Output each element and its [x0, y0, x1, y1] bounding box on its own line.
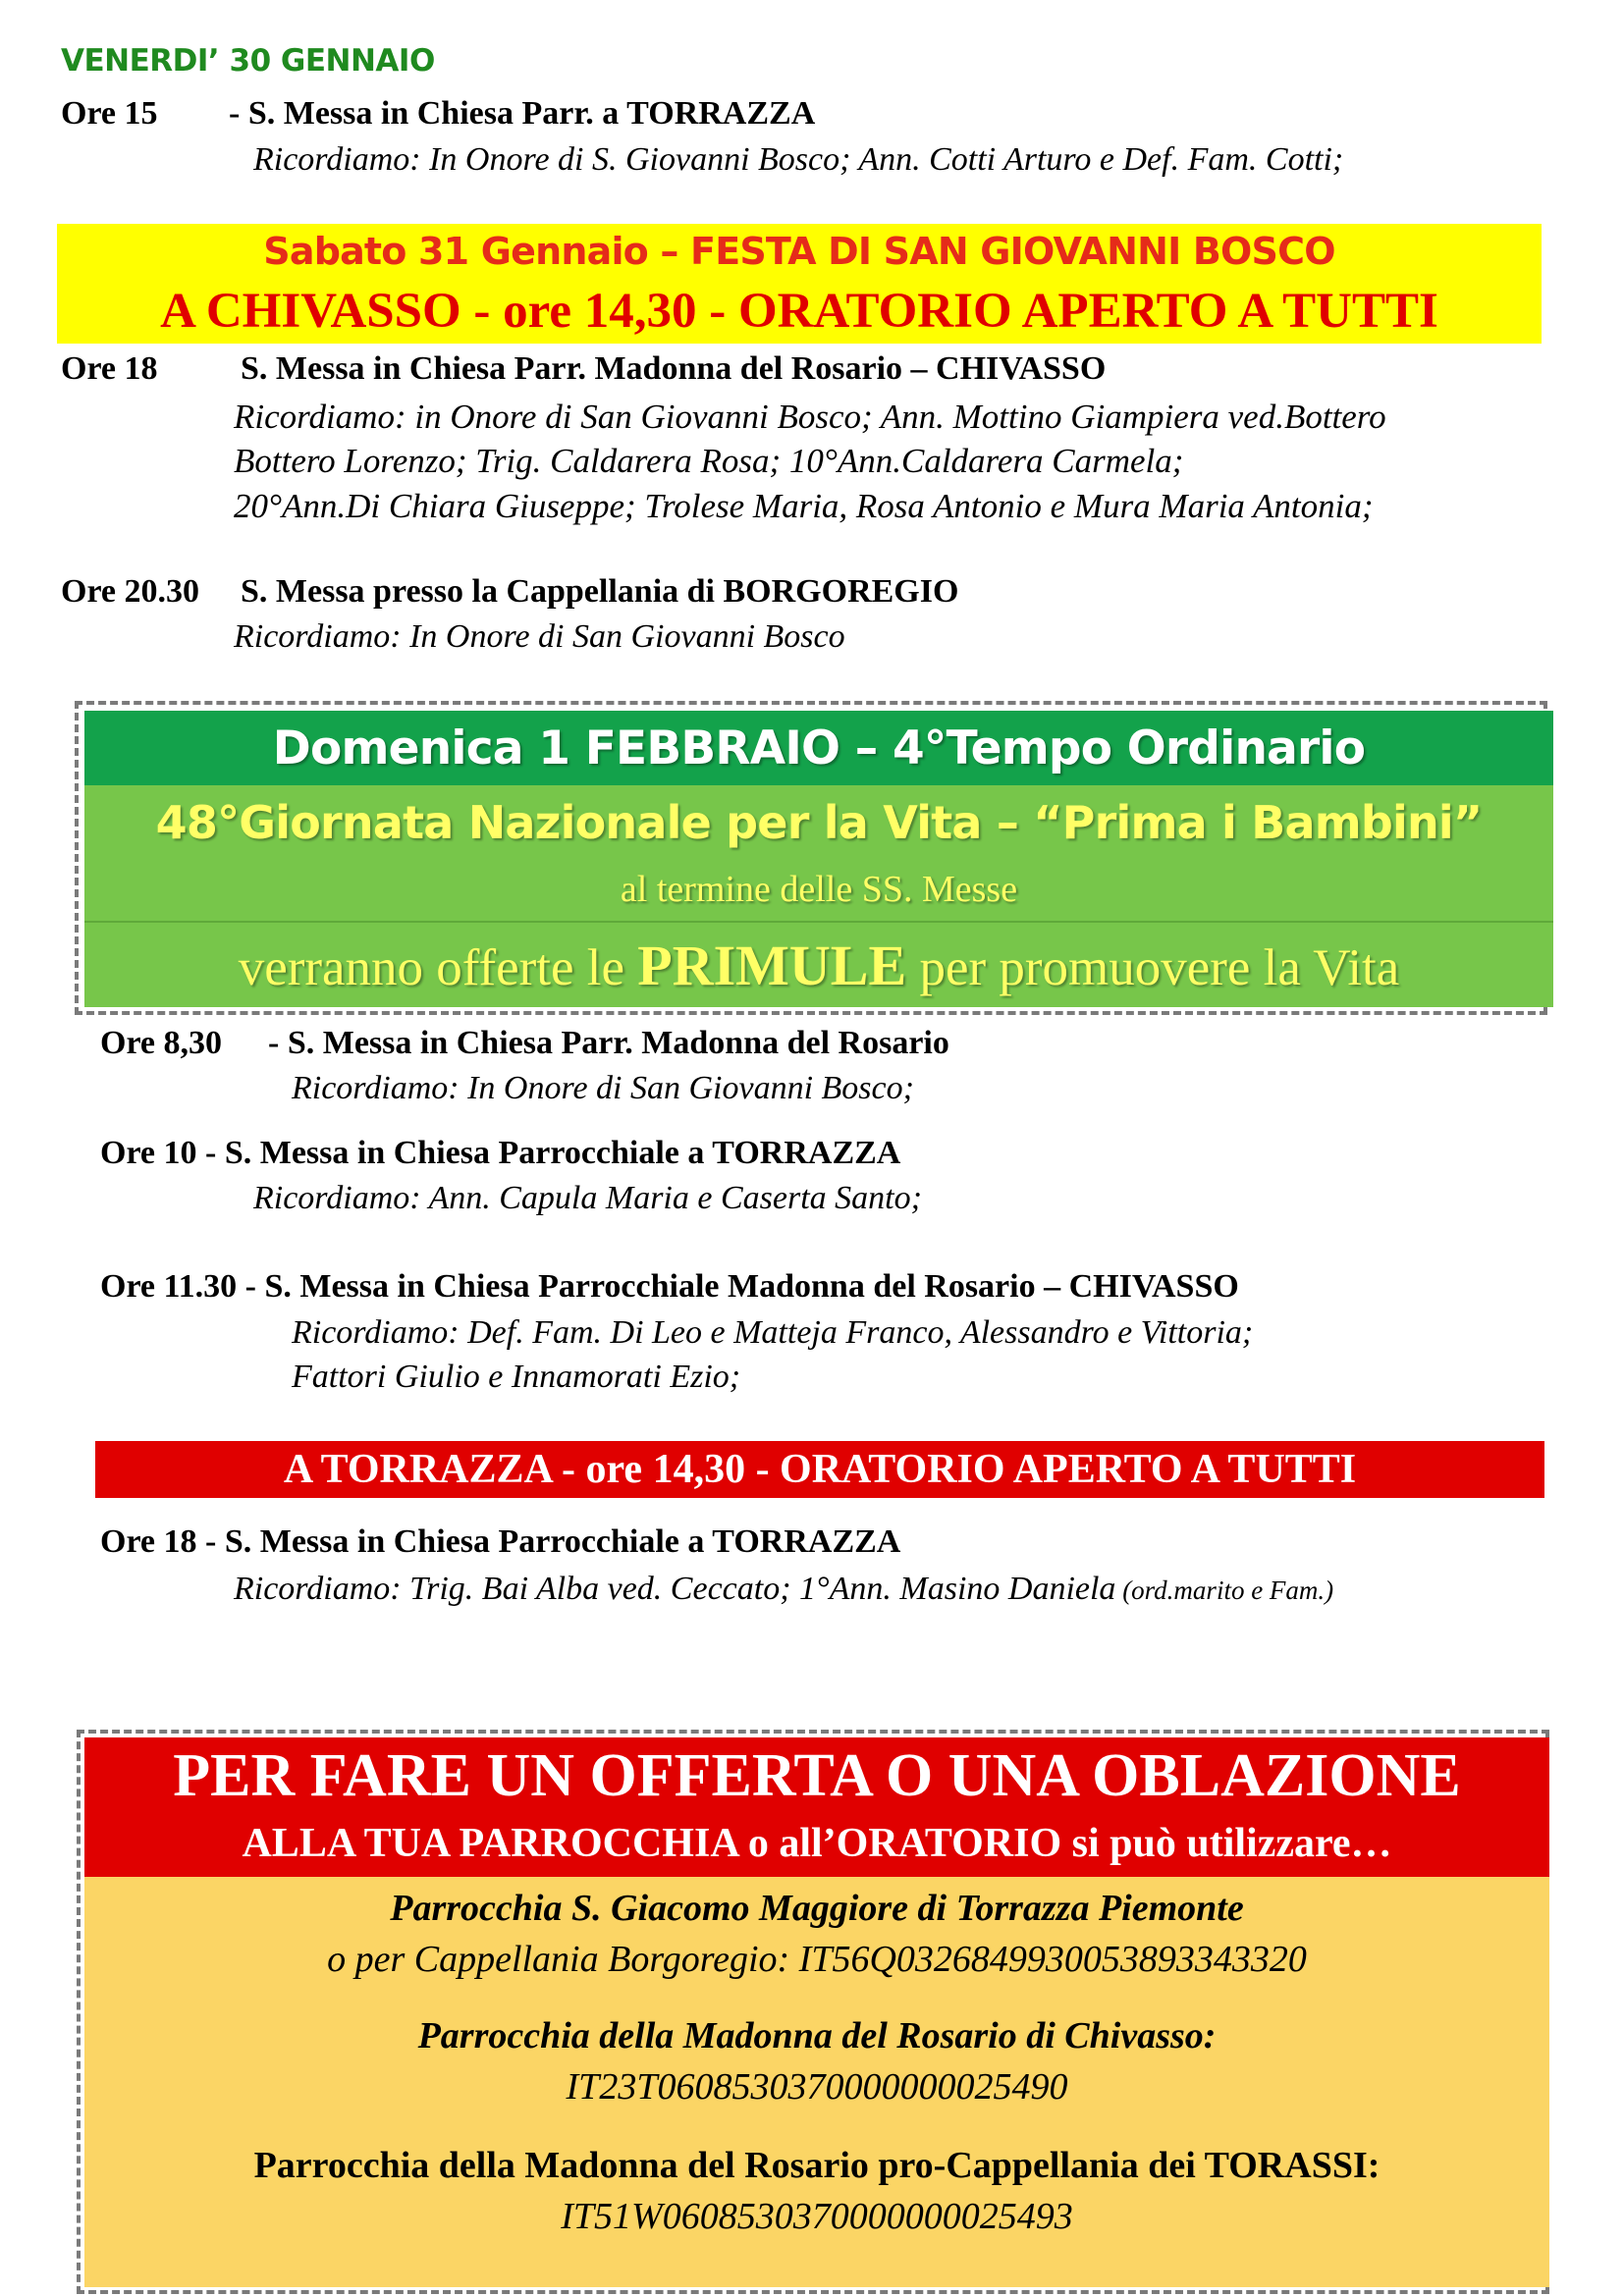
primule-text-a: verranno offerte le [238, 939, 638, 996]
torrazza-oratorio-text: A TORRAZZA - ore 14,30 - ORATORIO APERTO A TUTTI [283, 1447, 1357, 1492]
friday-mass-time: Ore 15 [61, 95, 158, 132]
sunday-mass4-intent-main: Ricordiamo: Trig. Bai Alba ved. Ceccato; 1°Ann. Masino Daniela [234, 1571, 1116, 1607]
offer-p1-name: Parrocchia S. Giacomo Maggiore di Torrazza Piemonte [390, 1888, 1244, 1929]
friday-mass-title: - S. Messa in Chiesa Parr. a TORRAZZA [229, 95, 816, 132]
saturday-mass1-intent-3: 20°Ann.Di Chiara Giuseppe; Trolese Maria, Rosa Antonio e Mura Maria Antonia; [234, 487, 1374, 525]
offer-heading-band [84, 1737, 1549, 1877]
offer-p3-iban: IT51W0608530370000000025493 [561, 2196, 1073, 2237]
saturday-mass1-intent-1: Ricordiamo: in Onore di San Giovanni Bosco; Ann. Mottino Giampiera ved.Bottero [234, 398, 1386, 436]
saturday-banner [57, 224, 1542, 344]
sunday-banner-divider [84, 921, 1553, 923]
sunday-mass1-title: - S. Messa in Chiesa Parr. Madonna del Rosario [268, 1025, 949, 1061]
sunday-banner-note: al termine delle SS. Messe [620, 869, 1018, 910]
sunday-mass3-intent-2: Fattori Giulio e Innamorati Ezio; [292, 1359, 741, 1395]
primule-text-c: per promuovere la Vita [906, 939, 1400, 996]
sunday-mass4-title: Ore 18 - S. Messa in Chiesa Parrocchiale a TORRAZZA [100, 1523, 901, 1560]
saturday-mass1-time: Ore 18 [61, 350, 158, 387]
sunday-mass4-intent [234, 1571, 1333, 1608]
offer-p2-name: Parrocchia della Madonna del Rosario di Chivasso: [417, 2015, 1217, 2056]
saturday-banner-title: Sabato 31 Gennaio – FESTA DI SAN GIOVANNI BOSCO [263, 230, 1335, 273]
offer-subheading: ALLA TUA PARROCCHIA o all’ORATORIO si può utilizzare… [242, 1821, 1392, 1866]
offer-p1-iban: o per Cappellania Borgoregio: IT56Q0326849930053893343320 [327, 1939, 1307, 1980]
sunday-mass2-title: Ore 10 - S. Messa in Chiesa Parrocchiale a TORRAZZA [100, 1135, 901, 1171]
sunday-mass1-time: Ore 8,30 [100, 1025, 223, 1061]
sunday-mass3-intent-1: Ricordiamo: Def. Fam. Di Leo e Matteja Franco, Alessandro e Vittoria; [292, 1314, 1254, 1351]
saturday-mass2-time: Ore 20.30 [61, 573, 200, 610]
offer-details [84, 1877, 1549, 2287]
sunday-mass4-intent-small: (ord.marito e Fam.) [1115, 1575, 1334, 1605]
offer-heading: PER FARE UN OFFERTA O UNA OBLAZIONE [173, 1742, 1461, 1809]
offer-p3-name: Parrocchia della Madonna del Rosario pro-Cappellania dei TORASSI: [253, 2145, 1380, 2186]
offer-p2-iban: IT23T0608530370000000025490 [566, 2066, 1068, 2108]
friday-heading: VENERDI’ 30 GENNAIO [61, 43, 435, 79]
sunday-banner-day: 48°Giornata Nazionale per la Vita – “Prima i Bambini” [155, 796, 1483, 849]
saturday-banner-oratorio: A CHIVASSO - ore 14,30 - ORATORIO APERTO A TUTTI [160, 284, 1438, 339]
sunday-banner-title-band [84, 711, 1553, 785]
saturday-mass1-title: S. Messa in Chiesa Parr. Madonna del Rosario – CHIVASSO [241, 350, 1107, 387]
saturday-mass2-title: S. Messa presso la Cappellania di BORGOREGIO [241, 573, 959, 610]
sunday-mass1-intent: Ricordiamo: In Onore di San Giovanni Bosco; [292, 1070, 914, 1106]
sunday-banner-body [84, 785, 1553, 1007]
saturday-mass1-intent-2: Bottero Lorenzo; Trig. Caldarera Rosa; 10°Ann.Caldarera Carmela; [234, 442, 1184, 480]
saturday-mass2-intent: Ricordiamo: In Onore di San Giovanni Bosco [234, 618, 845, 655]
primule-word: PRIMULE [637, 934, 907, 997]
sunday-banner-primule [84, 933, 1553, 998]
sunday-mass3-title: Ore 11.30 - S. Messa in Chiesa Parrocchiale Madonna del Rosario – CHIVASSO [100, 1268, 1239, 1305]
torrazza-oratorio-banner [95, 1441, 1544, 1498]
sunday-banner-title: Domenica 1 FEBBRAIO – 4°Tempo Ordinario [272, 721, 1366, 775]
sunday-mass2-intent: Ricordiamo: Ann. Capula Maria e Caserta Santo; [253, 1180, 922, 1216]
friday-mass-intent: Ricordiamo: In Onore di S. Giovanni Bosco; Ann. Cotti Arturo e Def. Fam. Cotti; [253, 141, 1344, 178]
